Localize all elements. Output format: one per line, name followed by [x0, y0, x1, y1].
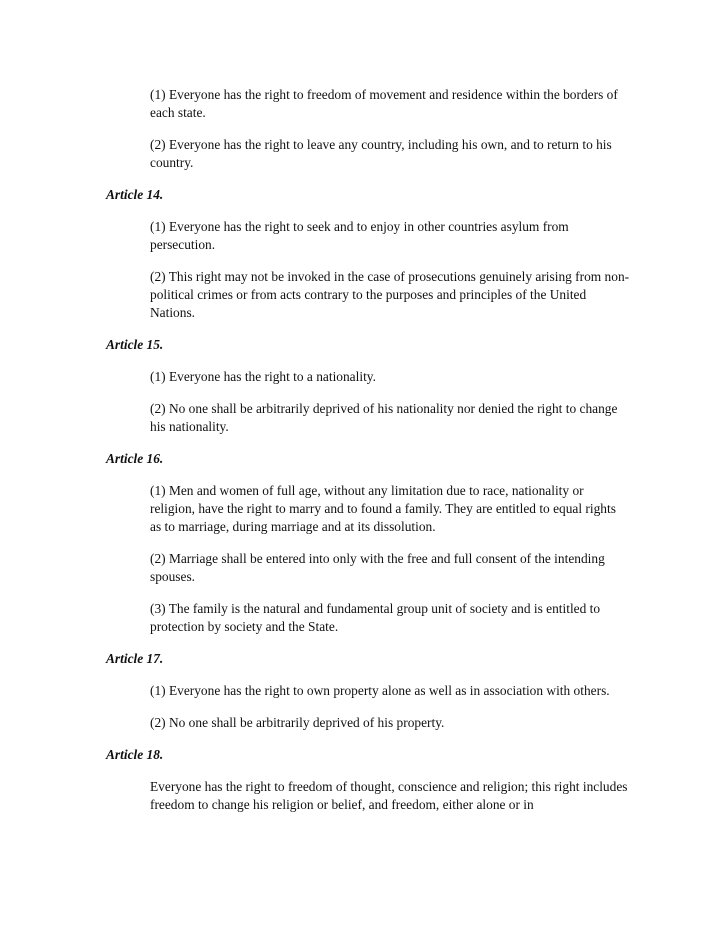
article-heading-18: Article 18. — [106, 747, 164, 762]
paragraph-art16-2: (2) Marriage shall be entered into only with the free and full consent of the intending spouses. — [150, 551, 605, 584]
paragraph-art13-2: (2) Everyone has the right to leave any country, including his own, and to return to his country. — [150, 137, 612, 170]
paragraph-art13-1: (1) Everyone has the right to freedom of movement and residence within the borders of each state. — [150, 87, 618, 120]
paragraph-art16-3: (3) The family is the natural and fundamental group unit of society and is entitled to protection by society and the State. — [150, 601, 601, 634]
paragraph-art15-1: (1) Everyone has the right to a nationality. — [150, 369, 376, 384]
paragraph-art15-2: (2) No one shall be arbitrarily deprived of his nationality nor denied the right to change his nationality. — [150, 401, 618, 434]
article-heading-14: Article 14. — [106, 187, 164, 202]
paragraph-art17-2: (2) No one shall be arbitrarily deprived of his property. — [150, 715, 445, 730]
article-heading-16: Article 16. — [106, 451, 164, 466]
article-heading-17: Article 17. — [106, 651, 164, 666]
paragraph-art18-1: Everyone has the right to freedom of thought, conscience and religion; this right includes freedom to change his religion or belief, and freedom, either alone or in — [150, 779, 628, 812]
paragraph-art14-1: (1) Everyone has the right to seek and to enjoy in other countries asylum from persecution. — [150, 219, 569, 252]
document-content — [106, 86, 636, 828]
paragraph-art16-1: (1) Men and women of full age, without any limitation due to race, nationality or religion, have the right to marry and to found a family. They are entitled to equal rights as to marriage, during marriage and at its dissolution. — [150, 483, 616, 534]
article-heading-15: Article 15. — [106, 337, 164, 352]
paragraph-art17-1: (1) Everyone has the right to own property alone as well as in association with others. — [150, 683, 610, 698]
paragraph-art14-2: (2) This right may not be invoked in the case of prosecutions genuinely arising from non-political crimes or from acts contrary to the purposes and principles of the United Nations. — [150, 269, 630, 320]
